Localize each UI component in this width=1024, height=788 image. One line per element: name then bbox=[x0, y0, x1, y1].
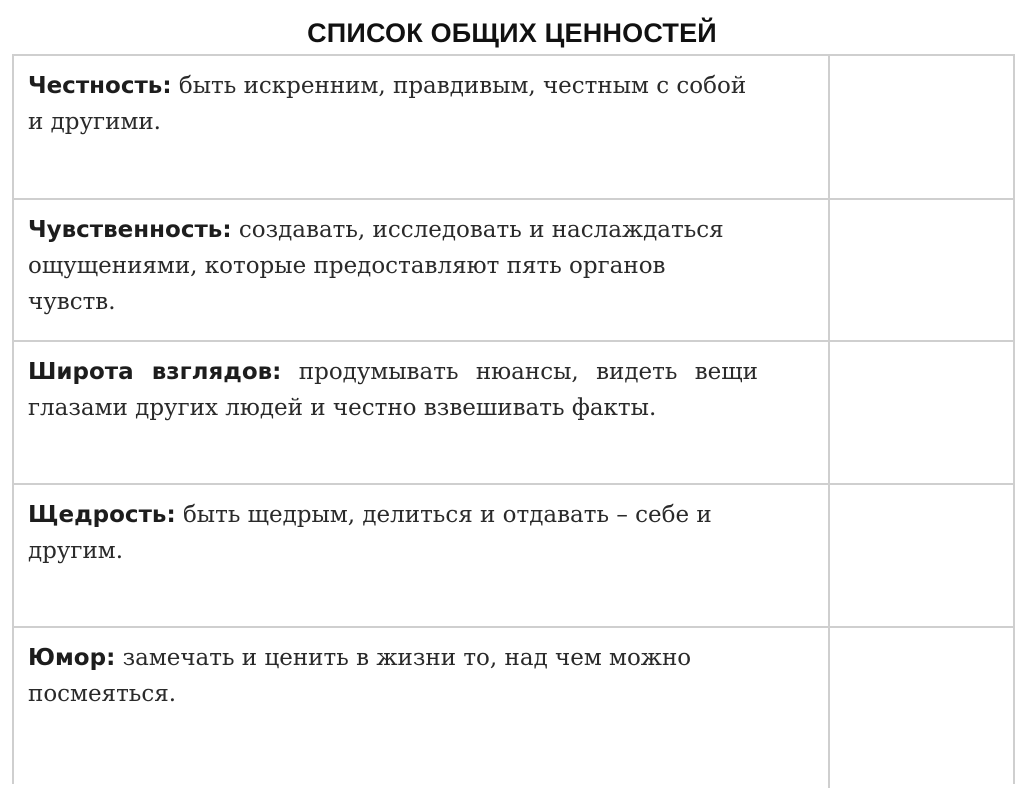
empty-cell[interactable] bbox=[828, 56, 1013, 198]
value-text bbox=[28, 68, 758, 140]
value-text bbox=[28, 640, 758, 712]
value-term: Щедрость: bbox=[28, 502, 176, 528]
empty-cell[interactable] bbox=[828, 628, 1013, 788]
value-text bbox=[28, 354, 758, 426]
table-row bbox=[14, 342, 1013, 485]
empty-cell[interactable] bbox=[828, 485, 1013, 626]
table-row bbox=[14, 485, 1013, 628]
empty-cell[interactable] bbox=[828, 342, 1013, 483]
value-term: Широта взглядов: bbox=[28, 359, 282, 385]
table-row bbox=[14, 56, 1013, 200]
value-term: Честность: bbox=[28, 73, 172, 99]
value-description: создавать, исследовать и наслаждаться ощущениями, которые предоставляют пять органов чувств. bbox=[28, 217, 724, 315]
value-text bbox=[28, 212, 758, 320]
value-term: Чувственность: bbox=[28, 217, 232, 243]
value-description: замечать и ценить в жизни то, над чем можно посмеяться. bbox=[28, 645, 692, 707]
value-description: быть искренним, правдивым, честным с собой и другими. bbox=[28, 73, 747, 135]
value-text bbox=[28, 497, 758, 569]
empty-cell[interactable] bbox=[828, 200, 1013, 340]
table-row bbox=[14, 628, 1013, 788]
value-description: быть щедрым, делиться и отдавать – себе и другим. bbox=[28, 502, 712, 564]
values-table bbox=[12, 54, 1015, 784]
page-title: СПИСОК ОБЩИХ ЦЕННОСТЕЙ bbox=[307, 18, 717, 48]
table-row bbox=[14, 200, 1013, 342]
value-term: Юмор: bbox=[28, 645, 116, 671]
value-description: продумывать нюансы, видеть вещи глазами других людей и честно взвешивать факты. bbox=[28, 359, 759, 421]
